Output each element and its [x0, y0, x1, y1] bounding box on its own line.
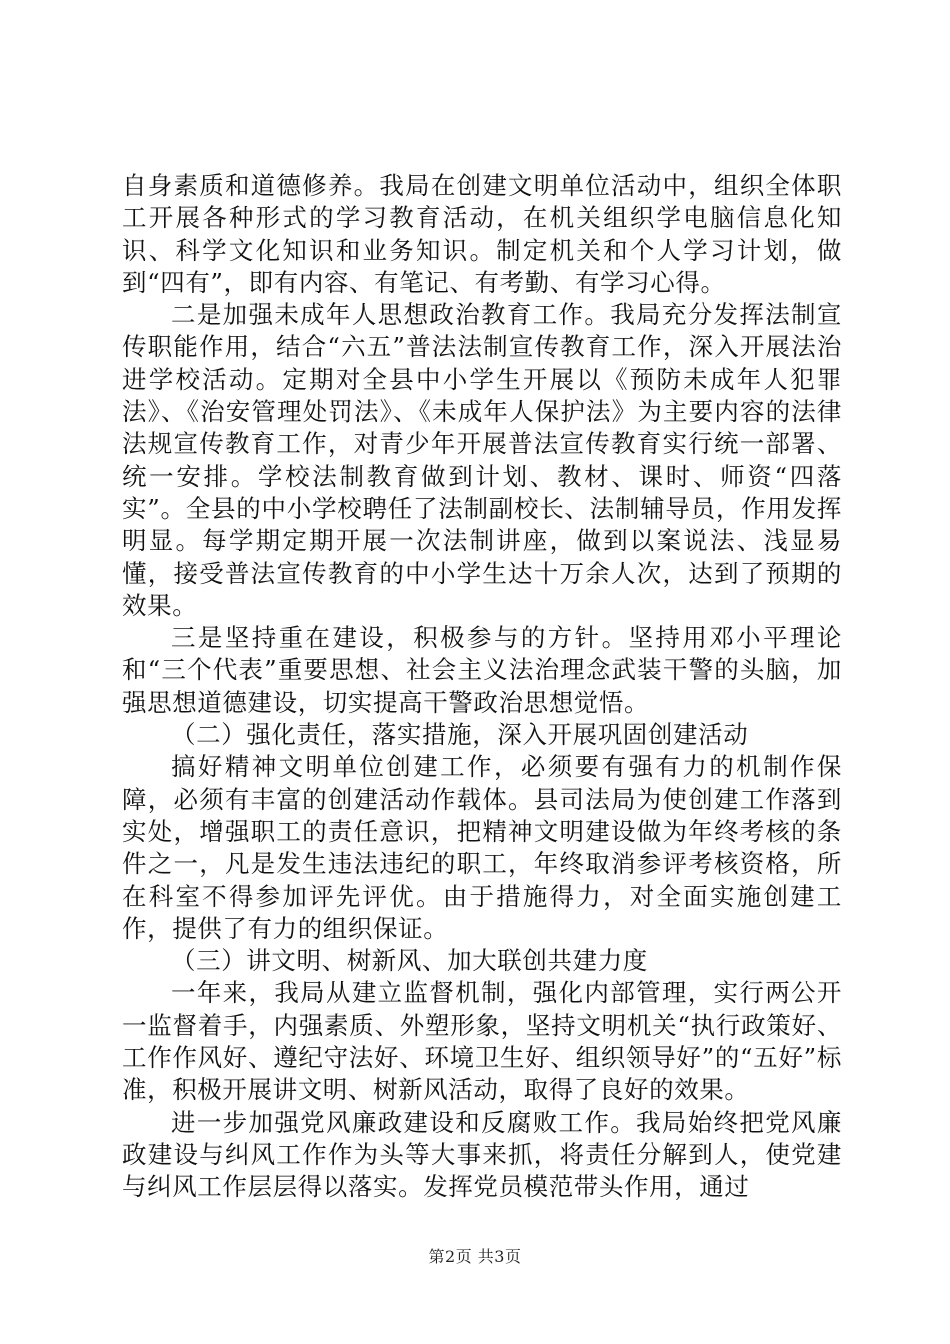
paragraph-construction-policy: 三是坚持重在建设，积极参与的方针。坚持用邓小平理论和“三个代表”重要思想、社会主义法治理念武装干警的头脑，加强思想道德建设，切实提高干警政治思想觉悟。 — [122, 623, 842, 717]
section-heading-3: （三）讲文明、树新风、加大联创共建力度 — [171, 946, 648, 976]
page-number-footer: 第2页 共3页 — [428, 1247, 522, 1266]
paragraph-minors-education: 二是加强未成年人思想政治教育工作。我局充分发挥法制宣传职能作用，结合“六五”普法法制宣传教育工作，深入开展法治进学校活动。定期对全县中小学生开展以《预防未成年人犯罪法》、《治安管理处罚法》、《未成年人保护法》为主要内容的法律法规宣传教育工作，对青少年开展普法宣传教育实行统一部署、统一安排。学校法制教育做到计划、教材、课时、师资“四落实”。全县的中小学校聘任了法制副校长、法制辅导员，作用发挥明显。每学期定期开展一次法制讲座，做到以案说法、浅显易懂，接受普法宣传教育的中小学生达十万余人次，达到了预期的效果。 — [122, 300, 842, 620]
paragraph-anti-corruption: 进一步加强党风廉政建设和反腐败工作。我局始终把党风廉政建设与纠风工作作为头等大事来抓，将责任分解到人，使党建与纠风工作层层得以落实。发挥党员模范带头作用，通过 — [122, 1107, 842, 1202]
paragraph-continuation: 自身素质和道德修养。我局在创建文明单位活动中，组织全体职工开展各种形式的学习教育活动，在机关组织学电脑信息化知识、科学文化知识和业务知识。制定机关和个人学习计划，做到“四有”，即有内容、有笔记、有考勤、有学习心得。 — [122, 171, 842, 297]
paragraph-responsibility: 搞好精神文明单位创建工作，必须要有强有力的机制作保障，必须有丰富的创建活动作载体。县司法局为使创建工作落到实处，增强职工的责任意识，把精神文明建设做为年终考核的条件之一，凡是发生违法违纪的职工，年终取消参评考核资格，所在科室不得参加评先评优。由于措施得力，对全面实施创建工作，提供了有力的组织保证。 — [122, 752, 842, 943]
document-body — [122, 170, 842, 1204]
paragraph-civilization: 一年来，我局从建立监督机制，强化内部管理，实行两公开一监督着手，内强素质、外塑形象，坚持文明机关“执行政策好、工作作风好、遵纪守法好、环境卫生好、组织领导好”的“五好”标准，积极开展讲文明、树新风活动，取得了良好的效果。 — [122, 978, 842, 1105]
section-heading-2: （二）强化责任，落实措施，深入开展巩固创建活动 — [171, 720, 749, 750]
